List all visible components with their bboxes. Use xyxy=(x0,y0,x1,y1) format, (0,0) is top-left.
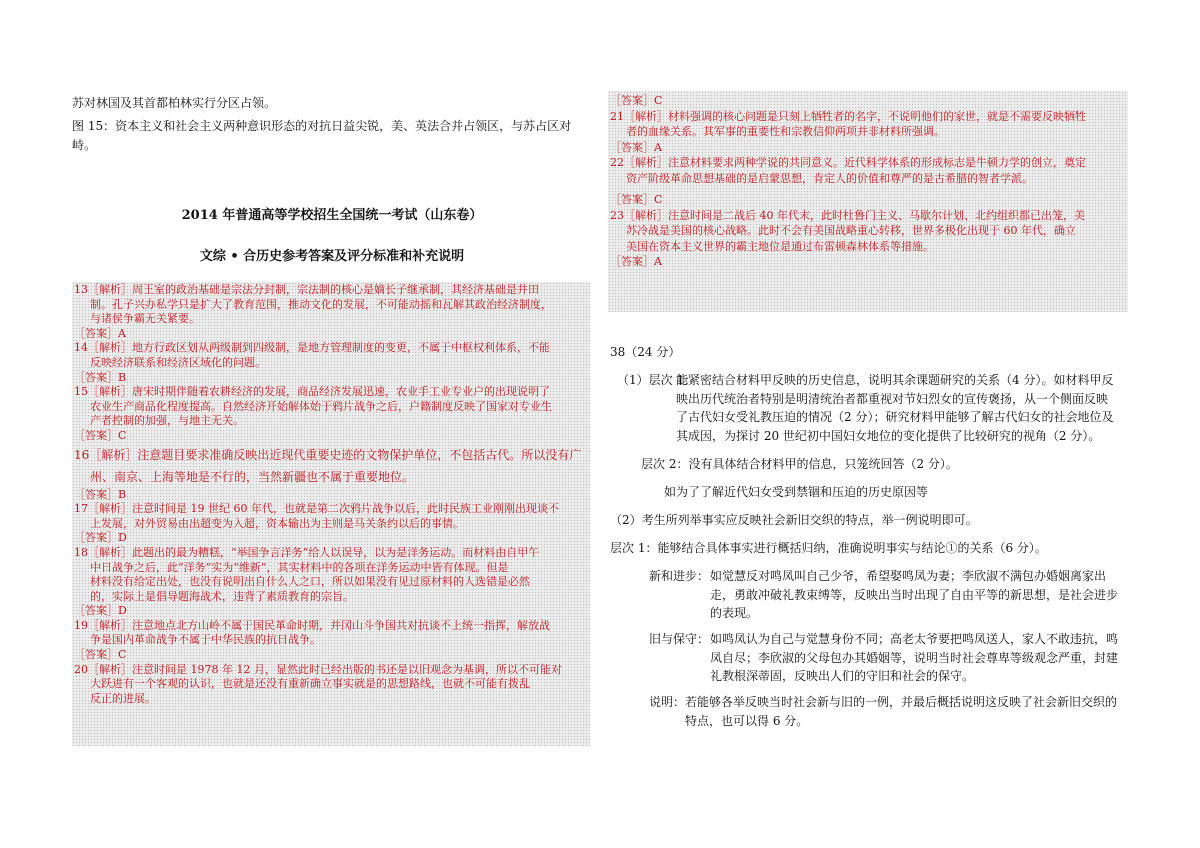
new-progress-body xyxy=(710,567,1140,623)
q38-part2: （2）考生所列举事实应反映社会新旧交织的特点，举一例说明即可。 xyxy=(610,513,978,527)
explanation-line: 争是国内革命战争不属于中华民族的抗日战争。 xyxy=(90,633,321,647)
text-line: 凤自尽；李欣淑的父母包办其婚姻等，说明当时社会尊卑等级观念严重，封建 xyxy=(710,650,1119,665)
old-conservative-body xyxy=(710,630,1140,686)
answer-line: ［答案］D xyxy=(74,531,127,545)
answer-line: ［答案］C xyxy=(610,193,663,206)
note-label: 说明： xyxy=(649,695,686,709)
explanation-line: 农业生产商品化程度提高。自然经济开始解体始于鸦片战争之后，户籍制度反映了国家对专业生 xyxy=(90,399,552,413)
old-conservative-label: 旧与保守： xyxy=(649,632,710,646)
answer-line: ［答案］A xyxy=(610,255,662,268)
explanation-line: 中日战争之后，此“洋务”实为“维新”，其实材料中的各项在洋务运动中皆有体现。但是 xyxy=(90,560,509,574)
explanation-line: 州、南京、上海等地是不行的，当然新疆也不属于重要地位。 xyxy=(90,469,415,484)
explanation-line: 14［解析］地方行政区划从两级制到四级制，是地方管理制度的变更，不属于中枢权利体系，不能 xyxy=(74,341,550,355)
explanation-line: 制。孔子兴办私学只是扩大了教育范围，推动文化的发展，不可能动摇和瓦解其政治经济制度， xyxy=(90,297,552,311)
text-line: 如鸣凤认为自己与觉慧身份不同；高老太爷要把鸣凤送人，家人不敢违抗，鸣 xyxy=(710,632,1119,646)
explanation-line: 15［解析］唐宋时期伴随着农耕经济的发展，商品经济发展迅速，农业手工业专业户的出现说明了 xyxy=(74,385,550,399)
text-line: 走，勇敢冲破礼教束缚等，反映出当时出现了自由平等的新思想，是社会进步 xyxy=(710,587,1119,602)
explanation-line: 21［解析］材料强调的核心问题是只刻上牺牲者的名字，不说明他们的家世，就是不需要反映牺牲 xyxy=(610,109,1086,123)
q38-part1-body xyxy=(676,371,1136,445)
q38-part1-example: 如为了了解近代妇女受到禁锢和压迫的历史原因等 xyxy=(664,485,929,499)
answer-line: ［答案］B xyxy=(74,487,127,501)
explanation-line: 材料没有给定出处，也没有说明出自什么人之口，所以如果没有见过原材料的人选错是必然 xyxy=(90,575,530,589)
explanation-line: 大跃进有一个客观的认识，也就是还没有重新确立事实就是的思想路线，也就不可能有拨乱 xyxy=(90,677,530,691)
explanation-line: 16［解析］注意题目要求准确反映出近现代重要史迹的文物保护单位，不包括古代。所以没有广 xyxy=(74,447,582,462)
q38-part1-level2: 层次 2：没有具体结合材料甲的信息，只笼统回答（2 分）。 xyxy=(641,457,958,471)
explanation-line: 22［解析］注意材料要求两种学说的共同意义。近代科学体系的形成标志是牛顿力学的创立，奠定 xyxy=(610,156,1086,169)
answer-line: ［答案］B xyxy=(74,370,127,384)
text-line: 的表现。 xyxy=(710,606,759,620)
explanation-line: 19［解析］注意地点北方山岭不属于国民革命时期，并冈山斗争国共对抗谈不上统一指挥，解放战 xyxy=(74,618,550,632)
text-line: 映出历代统治者特别是明清统治者都重视对节妇烈女的宣传褒扬，从一个侧面反映 xyxy=(676,391,1109,406)
note-body xyxy=(685,693,1140,730)
q38-part2-level1: 层次 1：能够结合具体事实进行概括归纳，准确说明事实与结论①的关系（6 分）。 xyxy=(610,541,1047,555)
text-line: 能紧密结合材料甲反映的历史信息，说明其余课题研究的关系（4 分）。如材料甲反 xyxy=(676,373,1114,387)
q38-part1-label: （1）层次 1： xyxy=(617,373,697,387)
text-line: 若能够各举反映当时社会新与旧的一例，并最后概括说明这反映了社会新旧交织的 xyxy=(685,695,1118,709)
explanation-line: 与诸侯争霸无关紧要。 xyxy=(90,312,200,326)
explanation-line: 上发展，对外贸易由出超变为入超，资本输出为主则是马关条约以后的事情。 xyxy=(90,516,464,530)
explanation-line: 苏冷战是美国的核心战略。此时不会有美国战略重心转移，世界多极化出现于 60 年代，确立 xyxy=(626,224,1076,237)
explanation-line: 资产阶级革命思想基础的是启蒙思想，肯定人的价值和尊严的是古希腊的智者学派。 xyxy=(626,171,1033,185)
new-progress-label: 新和进步： xyxy=(649,569,710,583)
explanation-line: 者的血缘关系。其军事的重要性和宗教信仰两项并非材料所强调。 xyxy=(626,125,945,138)
exam-title: 2014 年普通高等学校招生全国统一考试（山东卷） xyxy=(181,208,483,223)
text-line: 了古代妇女受礼教压迫的情况（2 分）；研究材料甲能够了解古代妇女的社会地位及 xyxy=(676,410,1114,424)
answer-line: ［答案］A xyxy=(610,140,662,154)
left-intro xyxy=(72,94,592,155)
answer-line: ［答案］D xyxy=(74,604,127,618)
answer-line: ［答案］C xyxy=(74,648,127,662)
explanation-line: 美国在资本主义世界的霸主地位是通过布雷顿森林体系等措施。 xyxy=(626,239,934,253)
explanation-line: 17［解析］注意时间是 19 世纪 60 年代，也就是第二次鸦片战争以后，此时民族工业刚刚出现谈不 xyxy=(74,502,559,516)
explanation-line: 反正的进展。 xyxy=(90,691,156,705)
answer-title: 文综 • 合历史参考答案及评分标准和补充说明 xyxy=(199,249,465,264)
text-line: 其成因，为探讨 20 世纪初中国妇女地位的变化提供了比较研究的视角（2 分）。 xyxy=(676,428,1101,443)
intro-line: 峙。 xyxy=(72,138,97,152)
left-answer-panel xyxy=(72,282,590,746)
text-line: 礼教根深蒂固，反映出人们的守旧和社会的保守。 xyxy=(710,669,975,683)
explanation-line: 13［解析］周王室的政治基础是宗法分封制，宗法制的核心是嫡长子继承制，其经济基础是井田 xyxy=(74,283,539,296)
intro-line: 苏对林国及其首都柏林实行分区占领。 xyxy=(72,96,277,110)
explanation-line: 20［解析］注意时间是 1978 年 12 月，显然此时已经出版的书还是以旧观念为基调，所以不可能对 xyxy=(74,662,562,676)
right-answer-panel xyxy=(608,91,1128,312)
answer-line: ［答案］C xyxy=(74,428,127,442)
answer-line: ［答案］C xyxy=(610,94,663,107)
explanation-line: 23［解析］注意时间是二战后 40 年代末，此时杜鲁门主义、马歇尔计划、北约组织都已出笼，美 xyxy=(610,208,1085,222)
explanation-line: 反映经济联系和经济区域化的问题。 xyxy=(90,355,266,369)
intro-line: 图 15：资本主义和社会主义两种意识形态的对抗日益尖锐，美、英法合并占领区，与苏占区对 xyxy=(72,119,572,133)
text-line: 特点，也可以得 6 分。 xyxy=(685,713,809,728)
text-line: 如觉慧反对鸣凤叫自己少爷，希望娶鸣凤为妻；李欣淑不满包办婚姻离家出 xyxy=(710,569,1107,583)
q38-heading: 38（24 分） xyxy=(610,345,681,359)
explanation-line: 产者控制的加强，与地主无关。 xyxy=(90,414,244,428)
explanation-line: 18［解析］此题出的最为糟糕，“举国争言洋务”给人以误导，以为是洋务运动。而材料由自甲午 xyxy=(74,545,540,559)
answer-line: ［答案］A xyxy=(74,326,126,340)
explanation-line: 的，实际上是倡导题海战术，违背了素质教育的宗旨。 xyxy=(90,589,354,603)
